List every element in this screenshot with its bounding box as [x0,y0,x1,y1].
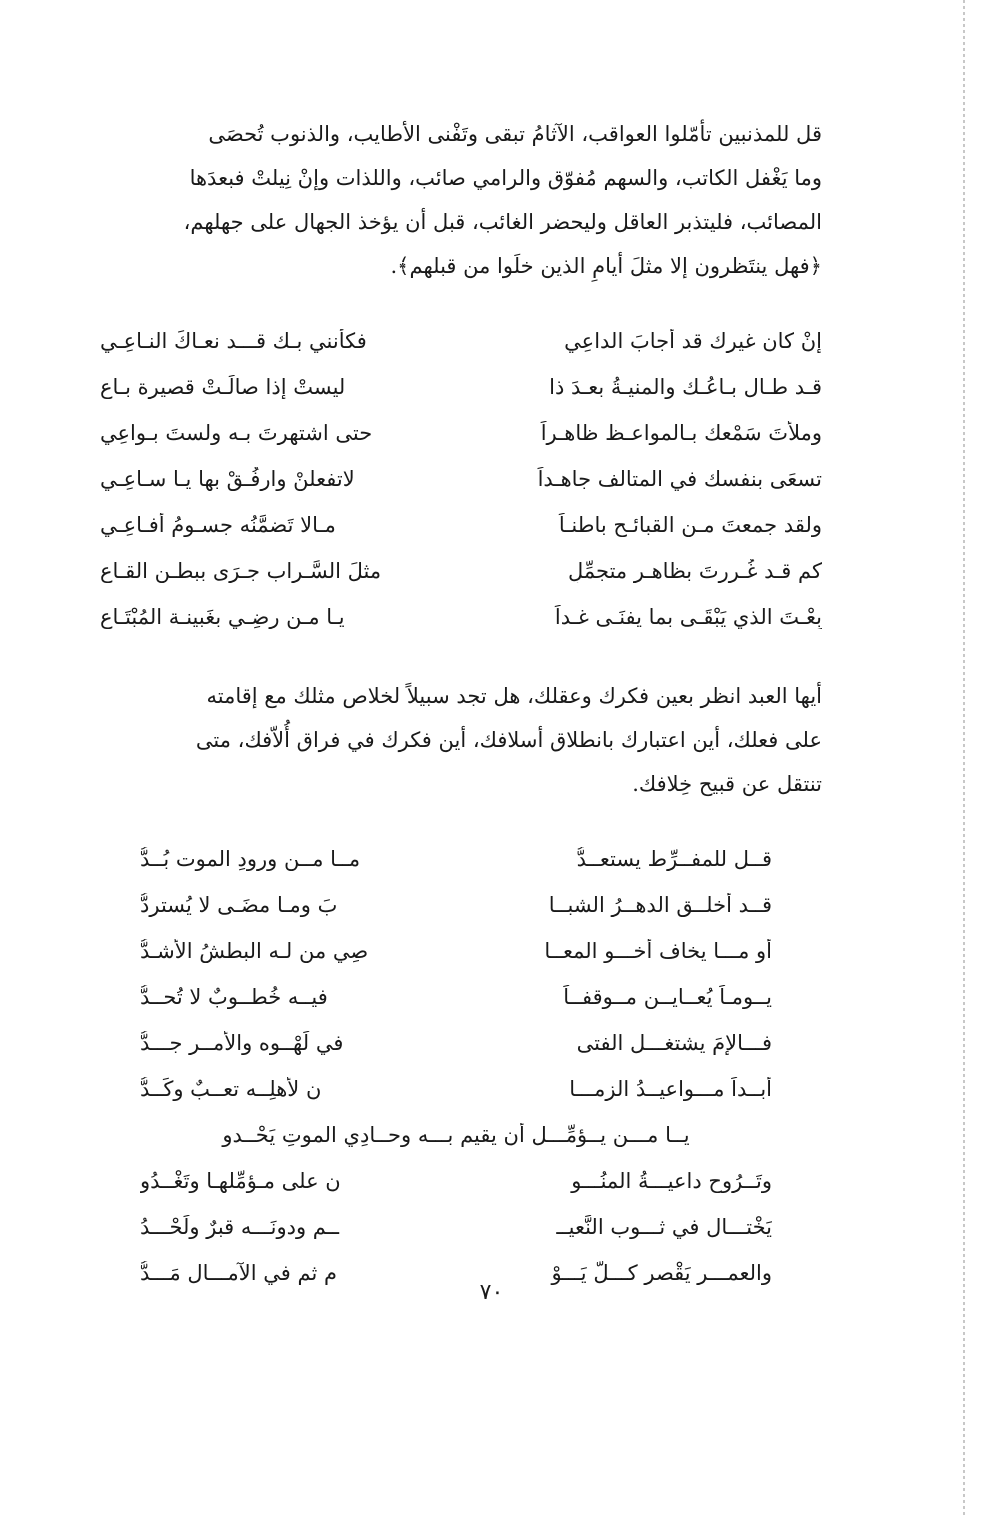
verse-second-hemistich: بَ ومـا مضَـى لا يُستردُّ [140,893,338,917]
verse-first-hemistich: أو مـــا يخاف أخـــو المعــا [544,939,772,963]
verse-second-hemistich: صِي من لـه البطشُ الأشـدُّ [140,939,369,963]
verse-first-hemistich: يــومـاً يُعــايــن مــوقفــاً [563,985,772,1009]
verse-second-hemistich: فيــه خُطــوبٌ لا تُحــدُّ [140,985,328,1009]
verse-second-hemistich: مــا مــن ورودِ الموت بُــدُّ [140,847,361,871]
verse-first-hemistich: إنْ كان غيرك قد أجابَ الداعِي [564,329,822,353]
prose-line: أيها العبد انظر بعين فكرك وعقلك، هل تجد سبيلاً لخلاص مثلك مع إقامته [206,684,822,708]
verse-second-hemistich: مثلَ السَّـراب جـرَى ببطـن القـاعِ [100,559,382,583]
verse-first-hemistich: ولقد جمعتَ مـن القبائـح باطنـاً [558,513,822,537]
verse-second-hemistich: نِ على مـؤمِّلهـا وتَغْــدُو [140,1169,341,1193]
prose-line: المصائب، فليتذبر العاقل وليحضر الغائب، قبل أن يؤخذ الجهال على جهلهم، [183,210,822,234]
verse-second-hemistich: في لَهْــوه والأمــر جـــدُّ [140,1031,344,1055]
verse-first-hemistich: قــل للمفــرِّط يستعــدُّ [576,847,772,871]
verse-second-hemistich: فكأنني بـك قـــد نعـاكَ النـاعِـي [100,329,367,353]
verse-second-hemistich: يـا مـن رضِـي بغَبينـة المُبْتَـاعِ [100,605,345,629]
paragraph-warning-sinners [100,112,822,288]
poem-first [100,318,822,640]
verse-second-hemistich: مـالا تَضمَّنُه جسـومُ أفـاعِـي [100,513,336,537]
verse-row [140,1158,772,1204]
verse-row [140,1204,772,1250]
verse-row [140,1066,772,1112]
quran-quote-line: ﴿فهل ينتَظرون إلا مثلَ أيامِ الذين خلَوا من قبلهم﴾. [390,254,822,278]
verse-second-hemistich: حتى اشتهرتَ بـه ولستَ بـواعِي [100,421,373,445]
verse-first-hemistich: تسعَى بنفسك في المتالف جاهـداً [537,467,822,491]
verse-row [140,882,772,928]
paragraph-address-servant [100,674,822,806]
verse-row [100,456,822,502]
verse-merged-line: يــا مـــن يــؤمِّـــل أن يقيم بـــه وحــادِي الموتِ يَحْــدو [222,1123,690,1147]
prose-line: تنتقل عن قبيح خِلافك. [632,772,822,796]
verse-row [140,836,772,882]
verse-row [100,410,822,456]
verse-first-hemistich: قـد طـال بـاعُـك والمنيـةُ بعـدَ ذا [549,375,822,399]
verse-first-hemistich: وتَــرُوح داعيـــةُ المنُـــو [571,1169,772,1193]
verse-first-hemistich: وملأتَ سَمْعك بـالمواعـظ ظاهـراً [540,421,822,445]
prose-line: قل للمذنبين تأمّلوا العواقب، الآثامُ تبقى وتَفْنى الأطايب، والذنوب تُحصَى [208,122,822,146]
verse-second-hemistich: نِ لأهلِــه تعــبٌ وكَــدُّ [140,1077,322,1101]
verse-first-hemistich: قــد أخلــق الدهــرُ الشبــا [548,893,772,917]
verse-first-hemistich: بِعْـتَ الذي يَبْقَـى بما يفنَـى غـداً [554,605,822,629]
verse-row [100,364,822,410]
verse-second-hemistich: لاتفعلنْ وارفُـقْ بها يـا سـاعِـي [100,467,355,491]
prose-line: وما يَغْفل الكاتب، والسهم مُفوّق والرامي صائب، واللذات وإنْ نِيلتْ فبعدَها [189,166,822,190]
poem-second [100,836,822,1296]
verse-row [140,974,772,1020]
verse-first-hemistich: والعمـــر يَقْصر كـــلَّ يَـــوْ [551,1261,772,1285]
page-number: ٧٠ [479,1280,504,1305]
prose-line: على فعلك، أين اعتبارك بانطلاق أسلافك، أين فكرك في فراق أُلاّفك، متى [195,728,822,752]
verse-row [100,594,822,640]
verse-row [100,318,822,364]
verse-second-hemistich: مٍ ثم في الآمـــال مَـــدُّ [140,1261,337,1285]
verse-row [140,928,772,974]
verse-first-hemistich: يَخْتـــال في ثـــوب النَّعيــ [556,1215,772,1239]
verse-first-hemistich: أبــداً مـــواعيــدُ الزمـــا [569,1077,772,1101]
verse-second-hemistich: ليستْ إذا صالَـتْ قصيرة بـاعِ [100,375,346,399]
verse-second-hemistich: ــم ودونَـــه قبرٌ ولَحْـــدُ [140,1215,340,1239]
verse-first-hemistich: فـــالإمَ يشتغـــل الفتى [576,1031,772,1055]
verse-first-hemistich: كم قـد غُـررتَ بظاهـرٍ متجمِّلٍ [568,559,822,583]
verse-row [140,1020,772,1066]
book-page [100,112,822,1296]
verse-row [100,502,822,548]
verse-row-merged [140,1112,772,1158]
verse-row [100,548,822,594]
